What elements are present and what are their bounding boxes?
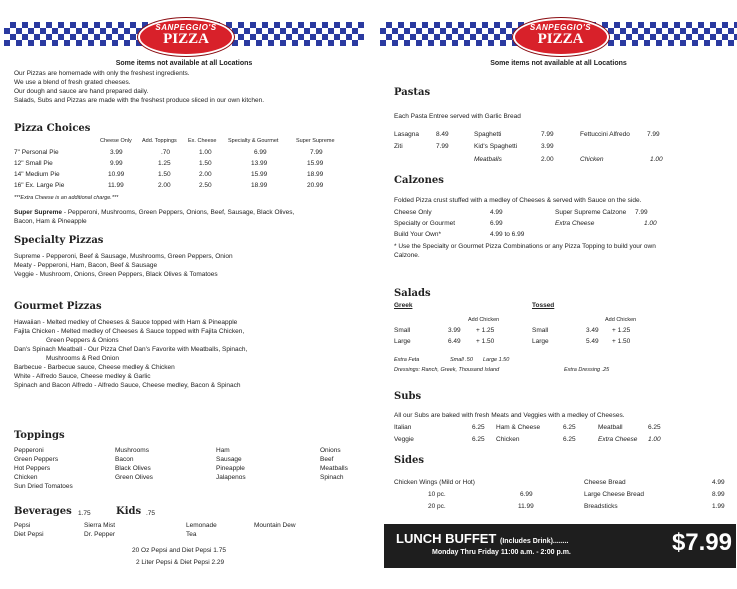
- table-row: 12" Small Pie: [14, 160, 53, 167]
- large-cheese-bread-label: Large Cheese Bread: [584, 491, 644, 498]
- extra-dressing: Extra Dressing .25: [564, 367, 610, 373]
- list-item: Barbecue - Barbecue sauce, Cheese medley & Chicken: [14, 364, 175, 371]
- list-item: Dan's Spinach Meatball - Our Pizza Chef Dan's Favorite with Meatballs, Spinach,: [14, 346, 248, 353]
- list-item: Meaty - Pepperoni, Ham, Bacon, Beef & Sausage: [14, 262, 158, 269]
- sanpeggios-logo: SANPEGGIO'S PIZZA: [513, 18, 609, 56]
- table-row: 7" Personal Pie: [14, 149, 59, 156]
- lunch-buffet-banner: [384, 524, 736, 568]
- specialty-pizzas-heading: Specialty Pizzas: [14, 235, 104, 246]
- extra-feta-label: Extra Feta: [394, 357, 420, 363]
- toppings-col-1: Pepperoni Green Peppers Hot Peppers Chicken Sun Dried Tomatoes: [14, 447, 73, 490]
- beverage-list-2: Sierra Mist Dr. Pepper: [84, 522, 116, 538]
- extra-cheese-note: ***Extra Cheese is an additional charge.***: [14, 195, 119, 201]
- subs-note: All our Subs are baked with fresh Meats and Veggies with a medley of Cheeses.: [394, 412, 625, 419]
- list-item: Fajita Chicken - Melted medley of Cheeses & Sauce topped with Fajita Chicken,: [14, 328, 245, 335]
- availability-note: Some items not available at all Locations: [490, 60, 627, 67]
- breadsticks-label: Breadsticks: [584, 503, 618, 510]
- toppings-col-4: Onions Beef Meatballs Spinach: [320, 447, 348, 481]
- kids-price: .75: [146, 510, 156, 517]
- subs-heading: Subs: [394, 391, 422, 402]
- calzones-footnote: * Use the Specialty or Gourmet Pizza Combinations or any Pizza Topping to build your own Calzone.: [394, 243, 656, 259]
- calzones-heading: Calzones: [394, 175, 444, 186]
- buffet-price: $7.99: [671, 529, 732, 556]
- beverage-extra-1: 20 Oz Pepsi and Diet Pepsi 1.75: [132, 547, 226, 554]
- availability-note: Some items not available at all Locations: [115, 60, 253, 67]
- beverage-list-1: Pepsi Diet Pepsi: [14, 522, 44, 538]
- list-item: Green Peppers & Onions: [46, 337, 119, 344]
- feta-small: Small .50: [450, 357, 473, 363]
- dressings-list: Dressings: Ranch, Greek, Thousand Island: [394, 367, 500, 373]
- buffet-hours: Monday Thru Friday 11:00 a.m. - 2:00 p.m.: [432, 549, 571, 556]
- list-item: Hawaiian - Melted medley of Cheeses & Sauce topped with Ham & Pineapple: [14, 319, 238, 326]
- sides-heading: Sides: [394, 455, 425, 466]
- intro-text: Our Pizzas are homemade with only the freshest ingredients. We use a blend of fresh grated cheeses. Our dough and sauce are hand prepared daily. Salads, Subs and Pizzas are made with the freshest produce sliced in our own kitchen.: [14, 70, 265, 104]
- pastas-heading: Pastas: [394, 87, 431, 98]
- beverage-list-3: Lemonade Tea: [186, 522, 217, 538]
- tossed-label: Tossed: [532, 302, 555, 309]
- toppings-heading: Toppings: [14, 430, 65, 441]
- gourmet-list: [14, 318, 247, 390]
- wings-label: Chicken Wings (Mild or Hot): [394, 479, 475, 486]
- calzones-note: Folded Pizza crust stuffed with a medley of Cheeses & served with Sauce on the side.: [394, 197, 642, 204]
- beverage-list-4: Mountain Dew: [254, 522, 296, 529]
- add-chicken-label: Add Chicken: [468, 317, 500, 323]
- large-cheese-bread-price: 8.99: [712, 491, 725, 498]
- salads-heading: Salads: [394, 288, 431, 299]
- gourmet-pizzas-heading: Gourmet Pizzas: [14, 301, 102, 312]
- toppings-col-2: Mushrooms Bacon Black Olives Green Olives: [115, 447, 153, 481]
- left-menu-page: SANPEGGIO'S PIZZA Some items not available at all Locations Our Pizzas are homemade with only the freshest ingredients. We use a blend of fresh grated cheeses. Our dough and sauce are hand prepared daily. Salads, Subs and Pizzas are made with the freshest produce sliced in our own kitchen. Pizza Choices Cheese Only Add. Toppings Ex. Cheese Specialty & Gourmet Super Supreme 7" Personal Pie 3.99 .70 1.00 6.99 7.99 12" Small Pie 9.99 1.25 1.50 13.99 15.99 14" Medium Pie 10.99 1.50 2.00 15.99 18.99 16" Ex. Large Pie 11.99 2.00 2.50 18.99 20.99 ***Extra Cheese is an additional charge.*** Super Supreme - Pepperoni, Mushrooms, Green Peppers, Onions, Beef, Sausage, Black Olives, Bacon, Ham & Pineapple Specialty Pizzas Supreme - Pepperoni, Beef & Sausage, Mushrooms, Green Peppers, Onion Meaty - Pepperoni, Ham, Bacon, Beef & Sausage Veggie - Mushroom, Onions, Green Peppers, Black Olives & Tomatoes Gourmet Pizzas Hawaiian - Melted medley of Cheeses & Sauce topped with Ham & Pineapple Fajita Chicken - Melted medley of Cheeses & Sauce topped with Fajita Chicken, Green Peppers & Onions Dan's Spinach Meatball - Our Pizza Chef Dan's Favorite with Meatballs, Spinach, Mushrooms & Red Onion Barbecue - Barbecue sauce, Cheese medley & Chicken White - Alfredo Sauce, Cheese medley & Garlic Spinach and Bacon Alfredo - Alfredo Sauce, Cheese medley, Bacon & Spinach Toppings Pepperoni Green Peppers Hot Peppers Chicken Sun Dried Tomatoes Mushrooms Bacon Black Olives Green Olives Ham Sausage Pineapple Jalapenos Onions Beef Meatballs Spinach Beverages 1.75 Kids .75 Pepsi Diet Pepsi Sierra Mist Dr. Pepper Lemonade Tea Mountain Dew 20 Oz Pepsi and Diet Pepsi 1.75 2 Liter Pepsi & Diet Pepsi 2.29: [4, 0, 364, 589]
- table-row: 16" Ex. Large Pie: [14, 182, 65, 189]
- specialty-list: [14, 252, 233, 279]
- wings-10-price: 6.99: [520, 491, 533, 498]
- list-item: Mushrooms & Red Onion: [46, 355, 119, 362]
- wings-10-label: 10 pc.: [428, 491, 446, 498]
- feta-large: Large 1.50: [483, 357, 510, 363]
- pizza-choices-heading: Pizza Choices: [14, 123, 91, 134]
- breadsticks-price: 1.99: [712, 503, 725, 510]
- list-item: Supreme - Pepperoni, Beef & Sausage, Mushrooms, Green Peppers, Onion: [14, 253, 233, 260]
- beverages-heading: Beverages: [14, 506, 72, 517]
- pastas-note: Each Pasta Entree served with Garlic Bread: [394, 113, 521, 120]
- table-row: 14" Medium Pie: [14, 171, 60, 178]
- wings-20-label: 20 pc.: [428, 503, 446, 510]
- cheese-bread-price: 4.99: [712, 479, 725, 486]
- beverage-extra-2: 2 Liter Pepsi & Diet Pepsi 2.29: [136, 559, 225, 566]
- beverages-price: 1.75: [78, 510, 91, 517]
- wings-20-price: 11.99: [518, 503, 534, 510]
- greek-label: Greek: [394, 302, 413, 309]
- buffet-includes: (Includes Drink)........: [500, 538, 569, 545]
- toppings-col-3: Ham Sausage Pineapple Jalapenos: [216, 447, 246, 481]
- list-item: Veggie - Mushroom, Onions, Green Peppers, Black Olives & Tomatoes: [14, 271, 218, 278]
- kids-heading: Kids: [116, 506, 142, 517]
- right-menu-page: SANPEGGIO'S PIZZA Some items not available at all Locations Pastas Each Pasta Entree served with Garlic Bread Lasagna 8.49 Ziti 7.99 Spaghetti 7.99 Kid's Spaghetti 3.99 Meatballs 2.00 Fettuccini Alfredo 7.99 Chicken 1.00 Calzones Folded Pizza crust stuffed with a medley of Cheeses & served with Sauce on the side. Cheese Only 4.99 Specialty or Gourmet 6.99 Build Your Own* 4.99 to 6.99 Super Supreme Calzone 7.99 Extra Cheese 1.00 * Use the Specialty or Gourmet Pizza Combinations or any Pizza Topping to build your own Calzone. Salads Greek Tossed Add Chicken Add Chicken Small 3.99 + 1.25 Large 6.49 + 1.50 Small 3.49 + 1.25 Large 5.49 + 1.50 Extra Feta Small .50 Large 1.50 Dressings: Ranch, Greek, Thousand Island Extra Dressing .25 Subs All our Subs are baked with fresh Meats and Veggies with a medley of Cheeses. Italian 6.25 Veggie 6.25 Ham & Cheese 6.25 Chicken 6.25 Meatball 6.25 Extra Cheese 1.00 Sides Chicken Wings (Mild or Hot) 10 pc. 6.99 20 pc. 11.99 Cheese Bread 4.99 Large Cheese Bread 8.99 Breadsticks 1.99 LUNCH BUFFET (Includes Drink)........ Monday Thru Friday 11:00 a.m. - 2:00 p.m. $7.99: [380, 0, 737, 589]
- add-chicken-label: Add Chicken: [605, 317, 637, 323]
- list-item: White - Alfredo Sauce, Cheese medley & Garlic: [14, 373, 151, 380]
- buffet-title: LUNCH BUFFET: [396, 531, 497, 546]
- sanpeggios-logo: SANPEGGIO'S PIZZA: [138, 18, 234, 56]
- list-item: Spinach and Bacon Alfredo - Alfredo Sauce, Cheese medley, Bacon & Spinach: [14, 382, 241, 389]
- cheese-bread-label: Cheese Bread: [584, 479, 626, 486]
- super-supreme-desc: Super Supreme - Pepperoni, Mushrooms, Green Peppers, Onions, Beef, Sausage, Black Olives, Bacon, Ham & Pineapple: [14, 209, 295, 225]
